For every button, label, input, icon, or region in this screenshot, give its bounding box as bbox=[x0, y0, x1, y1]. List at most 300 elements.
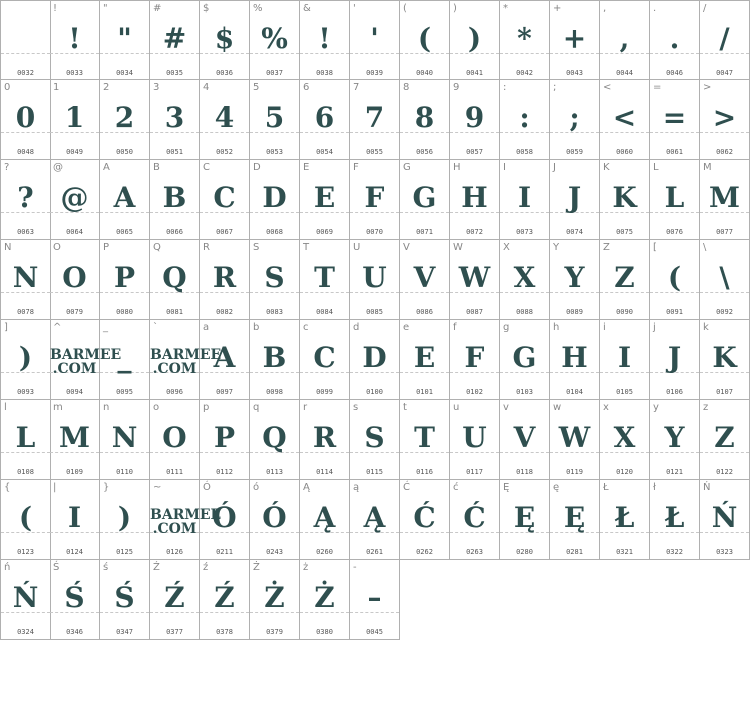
char-code: 0119 bbox=[566, 468, 583, 476]
glyph-cell bbox=[500, 160, 550, 240]
glyph-cell bbox=[500, 80, 550, 160]
glyph-cell bbox=[500, 400, 550, 480]
char-code: 0109 bbox=[66, 468, 83, 476]
char-label: 3 bbox=[153, 82, 160, 93]
glyph-sample: ! bbox=[318, 22, 331, 55]
glyph-cell bbox=[450, 80, 500, 160]
glyph-sample: ( bbox=[667, 261, 682, 294]
char-code: 0124 bbox=[66, 548, 83, 556]
glyph-sample: I bbox=[67, 501, 82, 534]
char-label: ś bbox=[103, 562, 109, 573]
char-label: k bbox=[703, 322, 709, 333]
glyph-sample: # bbox=[162, 22, 187, 55]
char-label: ź bbox=[203, 562, 209, 573]
glyph-cell bbox=[150, 0, 200, 80]
char-label: | bbox=[53, 482, 57, 493]
char-code: 0114 bbox=[316, 468, 333, 476]
glyph-sample: G bbox=[412, 181, 437, 214]
char-label: Q bbox=[153, 242, 161, 253]
char-code: 0071 bbox=[416, 228, 433, 236]
glyph-cell bbox=[700, 480, 750, 560]
char-code: 0033 bbox=[66, 69, 83, 77]
glyph-sample: J bbox=[667, 341, 682, 374]
glyph-cell bbox=[250, 560, 300, 640]
char-code: 0072 bbox=[466, 228, 483, 236]
char-label: j bbox=[653, 322, 656, 333]
glyph-sample: < bbox=[612, 101, 637, 134]
glyph-cell bbox=[350, 160, 400, 240]
glyph-sample: Z bbox=[714, 421, 735, 454]
char-label: } bbox=[103, 482, 110, 493]
char-label: 9 bbox=[453, 82, 460, 93]
char-label: . bbox=[653, 3, 657, 14]
char-label: R bbox=[203, 242, 210, 253]
char-code: 0110 bbox=[116, 468, 133, 476]
char-label: ń bbox=[4, 562, 11, 573]
char-label: a bbox=[203, 322, 210, 333]
glyph-sample: B bbox=[162, 181, 187, 214]
char-label: ą bbox=[353, 482, 360, 493]
glyph-sample: > bbox=[712, 101, 737, 134]
char-code: 0042 bbox=[516, 69, 533, 77]
char-label: y bbox=[653, 402, 659, 413]
char-label: ć bbox=[453, 482, 459, 493]
char-code: 0102 bbox=[466, 388, 483, 396]
glyph-sample: 4 bbox=[214, 101, 235, 134]
char-code: 0103 bbox=[516, 388, 533, 396]
glyph-cell bbox=[600, 0, 650, 80]
char-code: 0347 bbox=[116, 628, 133, 636]
glyph-cell bbox=[550, 240, 600, 320]
char-label: ( bbox=[403, 3, 407, 14]
glyph-cell bbox=[450, 480, 500, 560]
char-label: ' bbox=[353, 3, 356, 14]
glyph-sample: 8 bbox=[414, 101, 435, 134]
glyph-cell bbox=[400, 400, 450, 480]
char-label: v bbox=[503, 402, 509, 413]
glyph-sample: B bbox=[262, 341, 287, 374]
char-code: 0058 bbox=[516, 148, 533, 156]
glyph-cell bbox=[650, 480, 700, 560]
glyph-cell bbox=[400, 320, 450, 400]
char-code: 0098 bbox=[266, 388, 283, 396]
glyph-sample: Ą bbox=[313, 501, 336, 534]
glyph-cell bbox=[250, 480, 300, 560]
glyph-cell bbox=[600, 160, 650, 240]
glyph-cell bbox=[350, 320, 400, 400]
glyph-cell bbox=[150, 240, 200, 320]
char-label: p bbox=[203, 402, 210, 413]
glyph-cell bbox=[450, 320, 500, 400]
char-label: C bbox=[203, 162, 210, 173]
glyph-sample: R bbox=[212, 261, 237, 294]
char-label: ` bbox=[153, 322, 158, 333]
char-code: 0073 bbox=[516, 228, 533, 236]
glyph-cell bbox=[600, 320, 650, 400]
char-code: 0090 bbox=[616, 308, 633, 316]
char-code: 0378 bbox=[216, 628, 233, 636]
glyph-cell bbox=[0, 400, 51, 480]
glyph-sample: 2 bbox=[114, 101, 135, 134]
glyph-sample: Ć bbox=[463, 501, 486, 534]
glyph-cell bbox=[300, 0, 350, 80]
char-label: L bbox=[653, 162, 659, 173]
char-label: h bbox=[553, 322, 560, 333]
glyph-cell bbox=[650, 160, 700, 240]
glyph-cell bbox=[100, 560, 150, 640]
char-code: 0346 bbox=[66, 628, 83, 636]
glyph-sample: Ć bbox=[413, 501, 436, 534]
char-code: 0113 bbox=[266, 468, 283, 476]
char-label: Ś bbox=[53, 562, 60, 573]
glyph-sample: C bbox=[213, 181, 236, 214]
glyph-sample: E bbox=[313, 181, 336, 214]
char-code: 0047 bbox=[716, 69, 733, 77]
char-label: ó bbox=[253, 482, 260, 493]
glyph-cell bbox=[300, 320, 350, 400]
glyph-sample: 6 bbox=[314, 101, 335, 134]
char-label: u bbox=[453, 402, 460, 413]
glyph-sample: Ó bbox=[212, 501, 237, 534]
glyph-sample: ? bbox=[17, 181, 34, 214]
glyph-cell bbox=[650, 320, 700, 400]
glyph-cell bbox=[450, 240, 500, 320]
glyph-cell bbox=[650, 0, 700, 80]
glyph-sample: _ bbox=[117, 341, 132, 374]
char-label: s bbox=[353, 402, 359, 413]
char-code: 0066 bbox=[166, 228, 183, 236]
char-label: { bbox=[4, 482, 11, 493]
char-label: % bbox=[253, 3, 263, 14]
glyph-sample: A bbox=[213, 341, 236, 374]
glyph-cell bbox=[250, 320, 300, 400]
glyph-cell bbox=[350, 480, 400, 560]
glyph-cell bbox=[400, 480, 450, 560]
glyph-sample: Ś bbox=[114, 581, 135, 614]
glyph-sample: X bbox=[613, 421, 636, 454]
char-label: * bbox=[503, 3, 508, 14]
char-label: o bbox=[153, 402, 160, 413]
glyph-cell bbox=[500, 480, 550, 560]
char-label: P bbox=[103, 242, 110, 253]
glyph-sample: V bbox=[513, 421, 536, 454]
char-code: 0323 bbox=[716, 548, 733, 556]
glyph-sample: 1 bbox=[64, 101, 85, 134]
glyph-cell bbox=[50, 400, 100, 480]
char-label: Ź bbox=[153, 562, 160, 573]
glyph-cell bbox=[200, 80, 250, 160]
glyph-cell bbox=[550, 400, 600, 480]
char-label: 5 bbox=[253, 82, 260, 93]
glyph-cell bbox=[550, 0, 600, 80]
glyph-sample: C bbox=[313, 341, 336, 374]
char-label: 0 bbox=[4, 82, 11, 93]
glyph-cell bbox=[700, 400, 750, 480]
glyph-cell bbox=[50, 0, 100, 80]
char-label: I bbox=[503, 162, 506, 173]
glyph-sample: . bbox=[669, 22, 680, 55]
char-code: 0122 bbox=[716, 468, 733, 476]
glyph-sample: ! bbox=[68, 22, 81, 55]
char-label: > bbox=[703, 82, 712, 93]
char-label: 1 bbox=[53, 82, 60, 93]
glyph-cell bbox=[100, 0, 150, 80]
char-code: 0064 bbox=[66, 228, 83, 236]
glyph-cell bbox=[150, 160, 200, 240]
glyph-cell bbox=[0, 240, 51, 320]
char-label: & bbox=[303, 3, 311, 14]
char-code: 0036 bbox=[216, 69, 233, 77]
glyph-sample: Ł bbox=[614, 501, 635, 534]
glyph-sample: W bbox=[458, 261, 491, 294]
char-code: 0118 bbox=[516, 468, 533, 476]
glyph-cell bbox=[150, 80, 200, 160]
char-code: 0076 bbox=[666, 228, 683, 236]
char-label: J bbox=[553, 162, 556, 173]
char-code: 0032 bbox=[17, 69, 34, 77]
glyph-sample: \ bbox=[719, 261, 730, 294]
glyph-cell bbox=[700, 320, 750, 400]
glyph-cell bbox=[150, 560, 200, 640]
char-label: U bbox=[353, 242, 361, 253]
glyph-cell bbox=[150, 320, 222, 400]
char-label: : bbox=[503, 82, 507, 93]
char-label: l bbox=[4, 402, 7, 413]
char-label: ł bbox=[653, 482, 656, 493]
glyph-cell bbox=[150, 480, 222, 560]
glyph-sample: A bbox=[113, 181, 136, 214]
glyph-sample: J bbox=[567, 181, 582, 214]
char-code: 0211 bbox=[216, 548, 233, 556]
char-label: n bbox=[103, 402, 110, 413]
char-label: \ bbox=[703, 242, 707, 253]
glyph-sample: N bbox=[12, 261, 39, 294]
char-code: 0262 bbox=[416, 548, 433, 556]
char-label: Ę bbox=[503, 482, 510, 493]
glyph-sample: N bbox=[111, 421, 138, 454]
char-label: z bbox=[703, 402, 709, 413]
glyph-sample: Ą bbox=[363, 501, 386, 534]
char-label: H bbox=[453, 162, 461, 173]
glyph-cell bbox=[600, 400, 650, 480]
glyph-cell bbox=[250, 240, 300, 320]
glyph-cell bbox=[300, 400, 350, 480]
glyph-sample: Ź bbox=[214, 581, 235, 614]
char-code: 0117 bbox=[466, 468, 483, 476]
char-label: @ bbox=[53, 162, 63, 173]
glyph-sample: 5 bbox=[264, 101, 285, 134]
char-code: 0100 bbox=[366, 388, 383, 396]
glyph-cell bbox=[100, 80, 150, 160]
char-code: 0055 bbox=[366, 148, 383, 156]
char-code: 0083 bbox=[266, 308, 283, 316]
glyph-sample: Ż bbox=[264, 581, 285, 614]
char-code: 0038 bbox=[316, 69, 333, 77]
char-label: i bbox=[603, 322, 606, 333]
char-label: Ó bbox=[203, 482, 211, 493]
char-code: 0379 bbox=[266, 628, 283, 636]
char-code: 0045 bbox=[366, 628, 383, 636]
char-code: 0074 bbox=[566, 228, 583, 236]
char-label: X bbox=[503, 242, 510, 253]
glyph-sample: M bbox=[59, 421, 90, 454]
glyph-cell bbox=[100, 400, 150, 480]
char-code: 0101 bbox=[416, 388, 433, 396]
char-code: 0125 bbox=[116, 548, 133, 556]
char-label: d bbox=[353, 322, 360, 333]
char-label: 8 bbox=[403, 82, 410, 93]
char-code: 0040 bbox=[416, 69, 433, 77]
glyph-cell bbox=[0, 320, 51, 400]
watermark-glyph: BARMEE .COM bbox=[150, 507, 222, 537]
char-label: [ bbox=[653, 242, 657, 253]
char-label: t bbox=[403, 402, 407, 413]
glyph-cell bbox=[300, 80, 350, 160]
glyph-sample: , bbox=[619, 22, 630, 55]
glyph-sample: Ź bbox=[164, 581, 185, 614]
char-code: 0077 bbox=[716, 228, 733, 236]
glyph-cell bbox=[100, 480, 150, 560]
char-label: W bbox=[453, 242, 463, 253]
glyph-sample: O bbox=[62, 261, 87, 294]
glyph-cell bbox=[250, 80, 300, 160]
glyph-sample: ; bbox=[569, 101, 580, 134]
glyph-sample: S bbox=[364, 421, 385, 454]
char-code: 0044 bbox=[616, 69, 633, 77]
char-code: 0046 bbox=[666, 69, 683, 77]
glyph-cell bbox=[0, 560, 51, 640]
char-label: O bbox=[53, 242, 61, 253]
glyph-sample: Y bbox=[664, 421, 685, 454]
char-code: 0067 bbox=[216, 228, 233, 236]
char-label: Y bbox=[553, 242, 560, 253]
char-code: 0068 bbox=[266, 228, 283, 236]
glyph-sample: 9 bbox=[464, 101, 485, 134]
glyph-sample: Ę bbox=[563, 501, 586, 534]
char-label: x bbox=[603, 402, 609, 413]
glyph-sample: X bbox=[513, 261, 536, 294]
glyph-cell bbox=[600, 240, 650, 320]
char-label: F bbox=[353, 162, 359, 173]
glyph-sample: U bbox=[462, 421, 487, 454]
glyph-cell bbox=[550, 480, 600, 560]
glyph-cell bbox=[450, 0, 500, 80]
char-label: q bbox=[253, 402, 260, 413]
glyph-sample: = bbox=[662, 101, 687, 134]
glyph-sample: ( bbox=[417, 22, 432, 55]
glyph-cell bbox=[300, 560, 350, 640]
glyph-cell bbox=[600, 480, 650, 560]
glyph-cell bbox=[550, 320, 600, 400]
glyph-sample: Ł bbox=[664, 501, 685, 534]
char-code: 0059 bbox=[566, 148, 583, 156]
glyph-cell bbox=[350, 80, 400, 160]
glyph-sample: 3 bbox=[164, 101, 185, 134]
char-code: 0051 bbox=[166, 148, 183, 156]
char-label: b bbox=[253, 322, 260, 333]
char-label: E bbox=[303, 162, 310, 173]
glyph-sample: " bbox=[117, 22, 132, 55]
glyph-cell bbox=[450, 400, 500, 480]
glyph-sample: D bbox=[262, 181, 287, 214]
glyph-cell bbox=[300, 480, 350, 560]
glyph-sample: ) bbox=[467, 22, 482, 55]
char-label: ! bbox=[53, 3, 58, 14]
char-code: 0093 bbox=[17, 388, 34, 396]
char-label: Z bbox=[603, 242, 610, 253]
char-label: Ż bbox=[253, 562, 260, 573]
glyph-cell bbox=[700, 160, 750, 240]
char-label: 2 bbox=[103, 82, 110, 93]
glyph-sample: Ę bbox=[513, 501, 536, 534]
glyph-cell bbox=[650, 80, 700, 160]
glyph-sample: F bbox=[464, 341, 485, 374]
glyph-sample: I bbox=[617, 341, 632, 374]
char-label: A bbox=[103, 162, 110, 173]
char-code: 0121 bbox=[666, 468, 683, 476]
glyph-sample: ( bbox=[18, 501, 33, 534]
glyph-sample: % bbox=[261, 22, 288, 55]
baseline-guide bbox=[1, 53, 50, 54]
char-label: # bbox=[153, 3, 162, 14]
char-label: w bbox=[553, 402, 562, 413]
char-label: 7 bbox=[353, 82, 360, 93]
glyph-cell bbox=[200, 160, 250, 240]
glyph-cell bbox=[50, 480, 100, 560]
glyph-cell bbox=[0, 80, 51, 160]
char-code: 0107 bbox=[716, 388, 733, 396]
char-label: Ń bbox=[703, 482, 711, 493]
char-label: , bbox=[603, 3, 607, 14]
glyph-cell bbox=[50, 560, 100, 640]
glyph-cell bbox=[100, 320, 150, 400]
glyph-sample: Y bbox=[564, 261, 585, 294]
glyph-cell bbox=[0, 0, 51, 80]
char-code: 0063 bbox=[17, 228, 34, 236]
glyph-sample: L bbox=[15, 421, 36, 454]
char-code: 0261 bbox=[366, 548, 383, 556]
char-label: m bbox=[53, 402, 63, 413]
char-code: 0111 bbox=[166, 468, 183, 476]
char-code: 0039 bbox=[366, 69, 383, 77]
glyph-sample: K bbox=[712, 341, 737, 374]
char-label: r bbox=[303, 402, 308, 413]
glyph-sample: U bbox=[362, 261, 387, 294]
glyph-cell bbox=[100, 240, 150, 320]
char-label: $ bbox=[203, 3, 210, 14]
char-code: 0080 bbox=[116, 308, 133, 316]
glyph-cell bbox=[200, 560, 250, 640]
char-code: 0092 bbox=[716, 308, 733, 316]
glyph-cell bbox=[50, 320, 122, 400]
char-code: 0054 bbox=[316, 148, 333, 156]
glyph-sample: ) bbox=[117, 501, 132, 534]
char-label: 4 bbox=[203, 82, 210, 93]
char-code: 0086 bbox=[416, 308, 433, 316]
char-code: 0120 bbox=[616, 468, 633, 476]
char-code: 0057 bbox=[466, 148, 483, 156]
glyph-sample: P bbox=[113, 261, 136, 294]
glyph-sample: Ń bbox=[711, 501, 738, 534]
char-code: 0280 bbox=[516, 548, 533, 556]
glyph-sample: I bbox=[517, 181, 532, 214]
char-code: 0070 bbox=[366, 228, 383, 236]
glyph-cell bbox=[400, 80, 450, 160]
char-code: 0281 bbox=[566, 548, 583, 556]
char-code: 0243 bbox=[266, 548, 283, 556]
char-code: 0094 bbox=[66, 388, 83, 396]
glyph-sample: O bbox=[162, 421, 187, 454]
